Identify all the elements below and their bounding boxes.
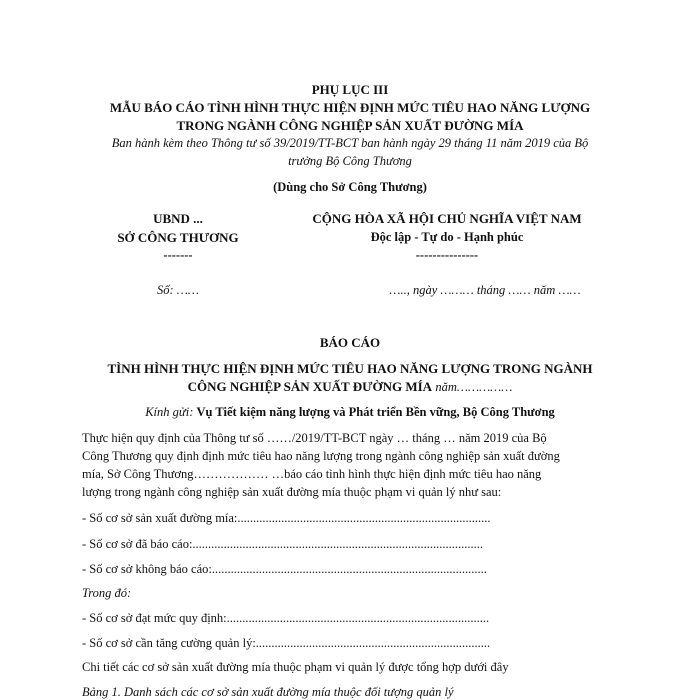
appendix-number: PHỤ LỤC III <box>311 82 389 97</box>
document-date: ….., ngày ……… tháng …… năm …… <box>389 283 581 297</box>
report-heading: BÁO CÁO <box>319 335 381 350</box>
among-label: Trong đó: <box>82 586 132 600</box>
intro-line4: lượng trong ngành công nghiệp sản xuất đường mía thuộc phạm vi quản lý như sau: <box>82 485 502 499</box>
header-left-department: SỞ CÔNG THƯƠNG <box>117 230 239 245</box>
header-right-rule: --------------- <box>415 248 479 262</box>
report-subheading-line2-row <box>0 379 700 395</box>
item-total-facilities: - Số cơ sở sản xuất đường mía:................................................................................. <box>82 511 491 525</box>
recipient-label: Kính gửi: <box>145 405 194 419</box>
item-needs-management: - Số cơ sở cần tăng cường quản lý:........................................................................... <box>82 636 491 650</box>
recipient-row <box>0 405 700 420</box>
report-subheading-line1: TÌNH HÌNH THỰC HIỆN ĐỊNH MỨC TIÊU HAO NĂNG LƯỢNG TRONG NGÀNH <box>107 361 593 376</box>
table-caption: Bảng 1. Danh sách các cơ sở sản xuất đường mía thuộc đối tượng quản lý <box>82 685 454 699</box>
header-left-ubnd: UBND ... <box>153 211 203 226</box>
issued-by-line2: trưởng Bộ Công Thương <box>288 154 412 168</box>
intro-line1: Thực hiện quy định của Thông tư số ……/2019/TT-BCT ngày … tháng … năm 2019 của Bộ <box>82 431 547 445</box>
recipient-name: Vụ Tiết kiệm năng lượng và Phát triển Bền vững, Bộ Công Thương <box>196 405 555 419</box>
issued-by-line1: Ban hành kèm theo Thông tư số 39/2019/TT-BCT ban hành ngày 29 tháng 11 năm 2019 của Bộ <box>111 136 589 150</box>
item-reported: - Số cơ sở đã báo cáo:............................................................................................. <box>82 537 484 551</box>
report-subheading-line2: CÔNG NGHIỆP SẢN XUẤT ĐƯỜNG MÍA <box>187 379 433 394</box>
intro-line3: mía, Sở Công Thương……………… …báo cáo tình hình thực hiện định mức tiêu hao năng <box>82 467 542 481</box>
item-meeting-standard: - Số cơ sở đạt mức quy định:.................................................................................... <box>82 611 490 625</box>
document-number: Số: …… <box>156 283 200 297</box>
intro-line2: Công Thương quy định định mức tiêu hao năng lượng trong ngành công nghiệp sản xuất đường <box>82 449 560 463</box>
header-right-motto: Độc lập - Tự do - Hạnh phúc <box>370 230 524 244</box>
intended-for: (Dùng cho Sở Công Thương) <box>273 180 427 194</box>
detail-line: Chi tiết các cơ sở sản xuất đường mía thuộc phạm vi quản lý được tổng hợp dưới đây <box>82 660 509 674</box>
header-left-rule: ------- <box>163 248 193 262</box>
report-year: năm…………… <box>435 380 513 394</box>
header-right-nation: CỘNG HÒA XÃ HỘI CHỦ NGHĨA VIỆT NAM <box>312 211 582 226</box>
appendix-title-line2: TRONG NGÀNH CÔNG NGHIỆP SẢN XUẤT ĐƯỜNG MÍA <box>176 118 524 133</box>
appendix-title-line1: MẪU BÁO CÁO TÌNH HÌNH THỰC HIỆN ĐỊNH MỨC TIÊU HAO NĂNG LƯỢNG <box>109 100 591 115</box>
item-not-reported: - Số cơ sở không báo cáo:........................................................................................ <box>82 562 487 576</box>
